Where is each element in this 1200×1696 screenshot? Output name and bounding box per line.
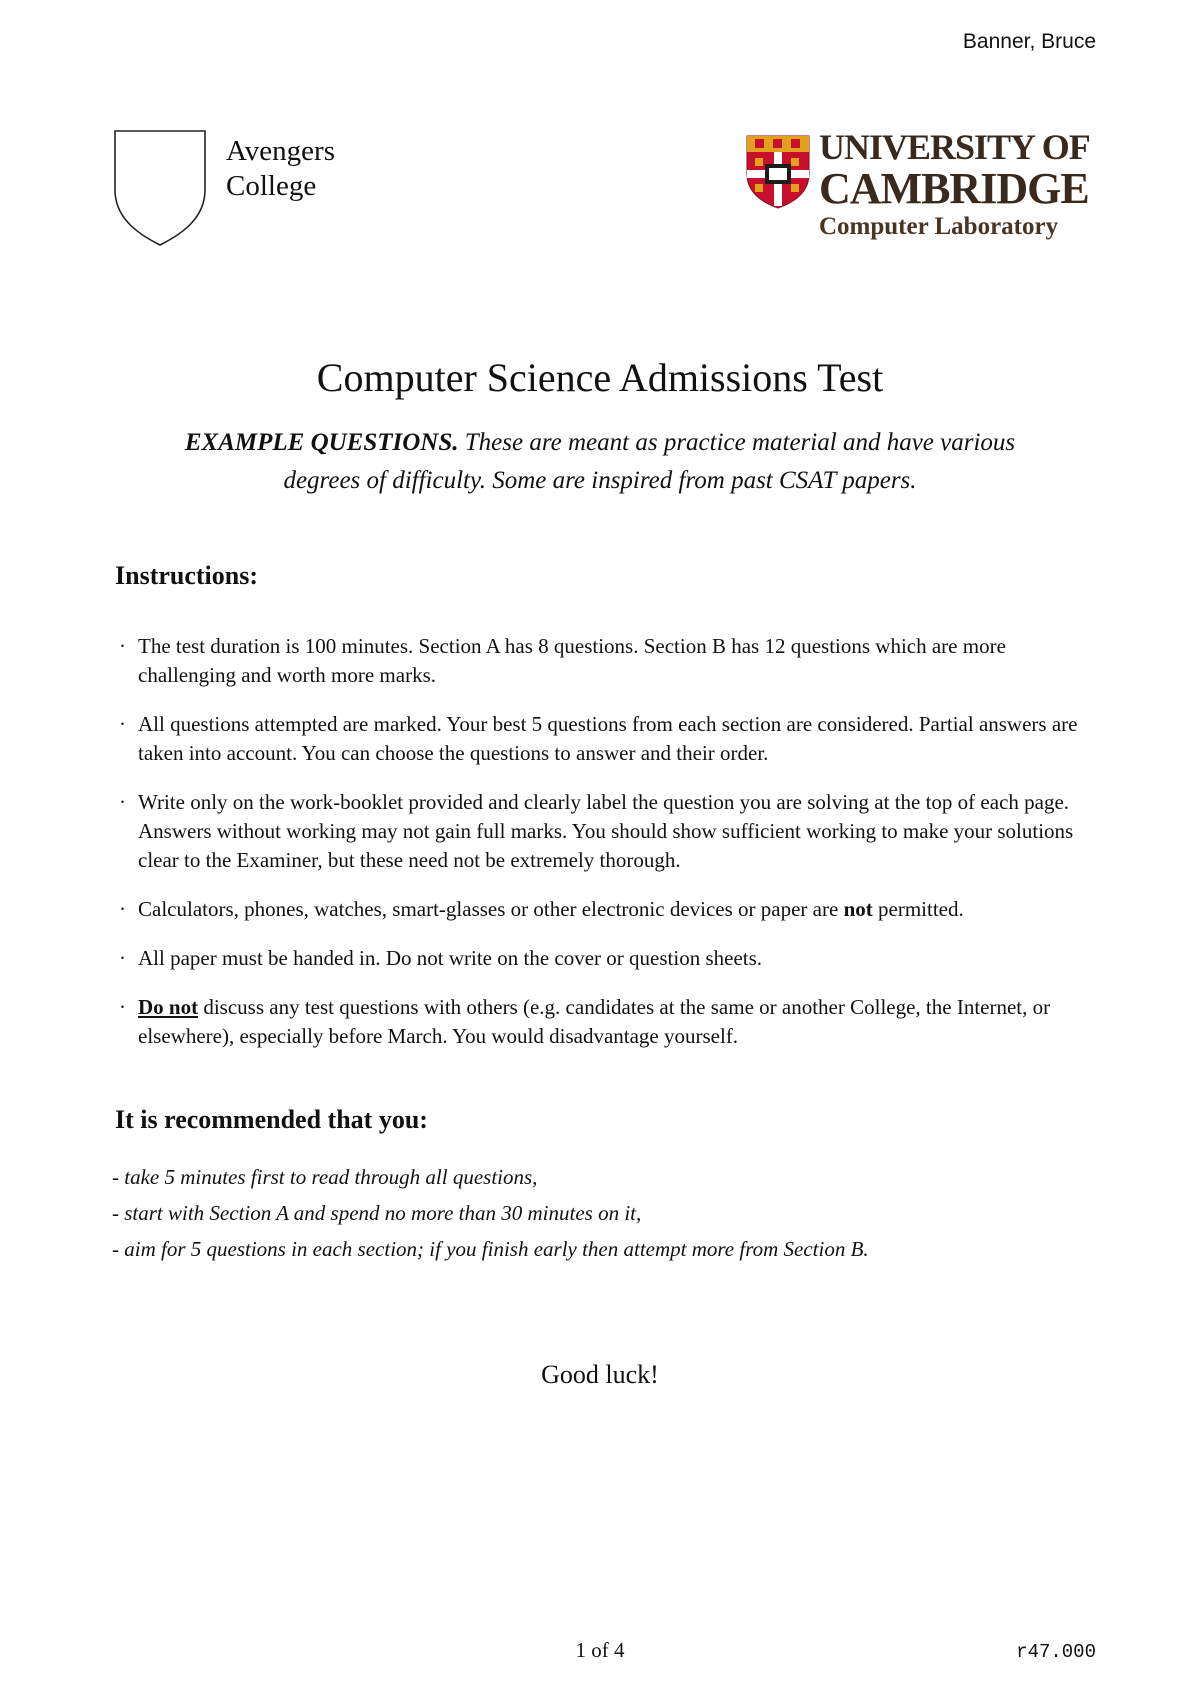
bullet-icon: · — [119, 995, 126, 1019]
list-item-text: All questions attempted are marked. Your best 5 questions from each section are considered. Partial answers are taken into account. You can choose the questions to answer and their order. — [138, 712, 1078, 765]
cambridge-crest-icon — [745, 134, 811, 210]
university-wordmark — [819, 128, 1090, 242]
list-item: - take 5 minutes first to read through all questions, — [112, 1165, 538, 1189]
list-item-text: The test duration is 100 minutes. Section A has 8 questions. Section B has 12 questions which are more challenging and worth more marks. — [138, 634, 1006, 687]
list-item-text-after: discuss any test questions with others (e.g. candidates at the same or another College, the Internet, or elsewhere), especially before March. You would disadvantage yourself. — [138, 995, 1051, 1048]
university-department: Computer Laboratory — [819, 213, 1059, 240]
subtitle-rest: These are meant as practice material and have various degrees of difficulty. Some are inspired from past CSAT papers. — [283, 429, 1016, 494]
candidate-name: Banner, Bruce — [962, 30, 1096, 53]
university-logo — [745, 127, 1105, 254]
list-item-text-before: Calculators, phones, watches, smart-glasses or other electronic devices or paper are — [138, 897, 844, 921]
list-item — [115, 632, 1095, 690]
page-number: 1 of 4 — [575, 1638, 625, 1662]
list-item — [115, 944, 1095, 973]
recommendations-heading: It is recommended that you: — [115, 1105, 428, 1134]
closing-message: Good luck! — [541, 1360, 659, 1389]
list-item — [115, 895, 1095, 924]
university-line2: CAMBRIDGE — [819, 164, 1089, 213]
emphasis-not: not — [843, 897, 873, 921]
subtitle-strong: EXAMPLE QUESTIONS. — [184, 429, 459, 456]
bullet-icon: · — [119, 897, 126, 921]
emphasis-do-not: Do not — [138, 995, 199, 1019]
list-item-text: Write only on the work-booklet provided and clearly label the question you are solving at the top of each page. Answers without working may not gain full marks. You should show sufficient working to make your solutions clear to the Examiner, but these need not be extremely thorough. — [138, 790, 1074, 872]
list-item-text: All paper must be handed in. Do not write on the cover or question sheets. — [138, 946, 763, 970]
list-item — [115, 788, 1095, 875]
university-line1: UNIVERSITY OF — [819, 127, 1090, 167]
instructions-heading: Instructions: — [115, 561, 259, 590]
college-name-line1: Avengers — [226, 135, 335, 167]
list-item: - aim for 5 questions in each section; if you finish early then attempt more from Section B. — [112, 1237, 869, 1261]
college-header — [112, 128, 372, 258]
list-item — [115, 710, 1095, 768]
shield-outline-icon — [112, 128, 208, 248]
list-item — [115, 993, 1095, 1051]
college-name-line2: College — [226, 170, 317, 202]
bullet-icon: · — [119, 634, 126, 658]
instructions-list — [115, 632, 1095, 1071]
bullet-icon: · — [119, 712, 126, 736]
revision-code: r47.000 — [1016, 1641, 1096, 1663]
subtitle — [150, 424, 1050, 500]
list-item-text-after: permitted. — [872, 897, 964, 921]
bullet-icon: · — [119, 946, 126, 970]
list-item: - start with Section A and spend no more than 30 minutes on it, — [112, 1201, 642, 1225]
page-title: Computer Science Admissions Test — [316, 355, 884, 400]
recommendations-list — [112, 1159, 869, 1267]
college-name — [226, 134, 335, 204]
bullet-icon: · — [119, 790, 126, 814]
